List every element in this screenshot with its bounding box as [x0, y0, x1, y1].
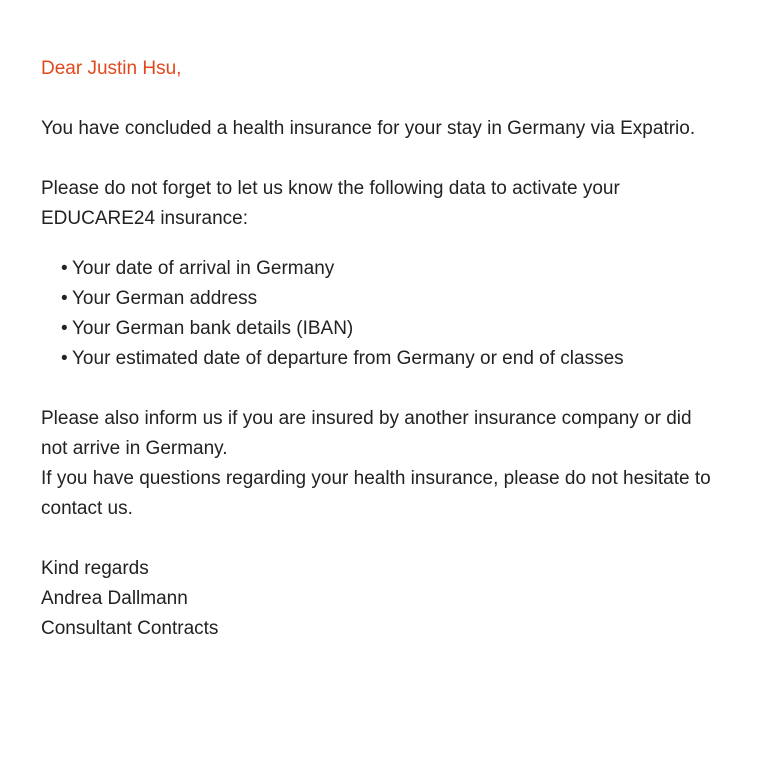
spacer: [41, 234, 721, 254]
signature-name: Andrea Dallmann: [41, 588, 188, 609]
request-paragraph: Please do not forget to let us know the following data to activate your EDUCARE24 insurance:: [41, 178, 620, 229]
bullet-icon: •: [61, 258, 68, 279]
email-body: [41, 54, 721, 644]
signature-title: Consultant Contracts: [41, 618, 219, 639]
closing: Kind regards: [41, 558, 149, 579]
spacer: [41, 84, 721, 114]
spacer: [41, 524, 721, 554]
intro-paragraph: You have concluded a health insurance for your stay in Germany via Expatrio.: [41, 118, 696, 139]
list-item-text: Your German address: [72, 288, 258, 309]
list-item-text: Your date of arrival in Germany: [72, 258, 335, 279]
list-item: [61, 254, 721, 284]
questions-paragraph: If you have questions regarding your health insurance, please do not hesitate to contact us.: [41, 468, 711, 519]
bullet-icon: •: [61, 318, 68, 339]
list-item: [61, 344, 721, 374]
bullet-icon: •: [61, 288, 68, 309]
spacer: [41, 374, 721, 404]
spacer: [41, 144, 721, 174]
inform-paragraph: Please also inform us if you are insured by another insurance company or did not arrive in Germany.: [41, 408, 692, 459]
greeting: Dear Justin Hsu,: [41, 58, 182, 79]
list-item-text: Your estimated date of departure from Germany or end of classes: [72, 348, 624, 369]
list-item: [61, 284, 721, 314]
list-item-text: Your German bank details (IBAN): [72, 318, 354, 339]
required-data-list: [41, 254, 721, 374]
list-item: [61, 314, 721, 344]
bullet-icon: •: [61, 348, 68, 369]
